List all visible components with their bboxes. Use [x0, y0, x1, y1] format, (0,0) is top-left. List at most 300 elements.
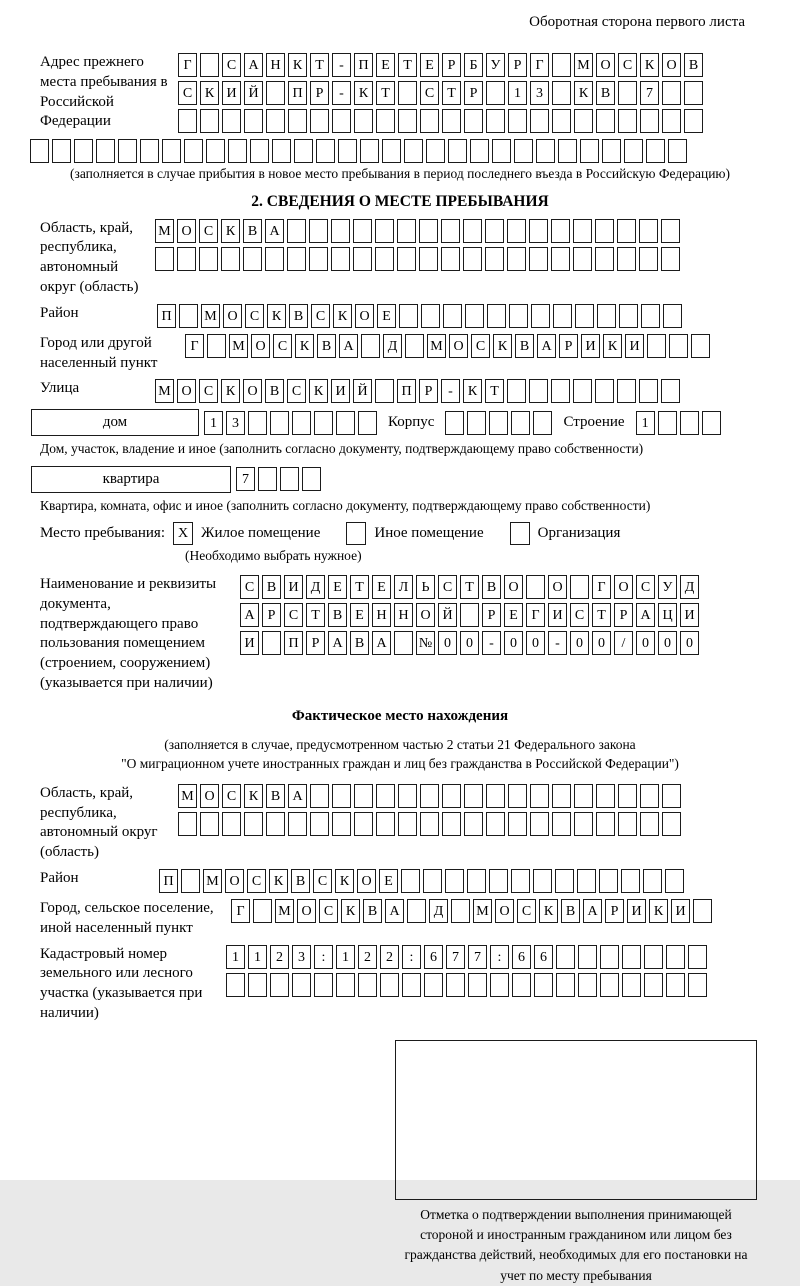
- char-cell: [574, 109, 593, 133]
- char-cell: [553, 304, 572, 328]
- fact-note-1: (заполняется в случае, предусмотренном частью 2 статьи 21 Федерального закона: [164, 736, 636, 752]
- char-cell: [639, 379, 658, 403]
- char-cell: [288, 109, 307, 133]
- char-cell: О: [177, 379, 196, 403]
- char-cell: 1: [226, 945, 245, 969]
- char-cell: [382, 139, 401, 163]
- char-cell: В: [265, 379, 284, 403]
- char-cell: [691, 334, 710, 358]
- char-cell: [669, 334, 688, 358]
- char-cell: [421, 304, 440, 328]
- char-cell: [617, 379, 636, 403]
- char-cell: [331, 247, 350, 271]
- char-cell: К: [269, 869, 288, 893]
- char-cell: 7: [640, 81, 659, 105]
- char-cell: Р: [508, 53, 527, 77]
- char-cell: [666, 945, 685, 969]
- rayon-label: Район: [40, 304, 79, 321]
- char-cell: [556, 945, 575, 969]
- dom-row: [31, 409, 800, 436]
- char-row: [30, 139, 800, 163]
- char-cell: О: [548, 575, 567, 599]
- stamp-area: [395, 1040, 757, 1286]
- char-cell: [442, 109, 461, 133]
- char-cell: [641, 304, 660, 328]
- char-cell: В: [561, 899, 580, 923]
- section-2-title: 2. СВЕДЕНИЯ О МЕСТЕ ПРЕБЫВАНИЯ: [251, 192, 549, 210]
- char-cell: :: [402, 945, 421, 969]
- kvartira-note: Квартира, комната, офис и иное (заполнить согласно документу, подтверждающему право собственности): [40, 497, 651, 513]
- char-cell: [639, 247, 658, 271]
- char-cell: [640, 812, 659, 836]
- char-cell: Й: [244, 81, 263, 105]
- char-cell: Р: [464, 81, 483, 105]
- char-cell: И: [222, 81, 241, 105]
- char-cell: А: [240, 603, 259, 627]
- char-cell: К: [354, 81, 373, 105]
- char-cell: [465, 304, 484, 328]
- char-cell: [376, 784, 395, 808]
- stroenie-label: Строение: [563, 414, 625, 431]
- char-cell: В: [291, 869, 310, 893]
- char-row: [445, 411, 552, 435]
- char-cell: Р: [559, 334, 578, 358]
- char-cell: [486, 81, 505, 105]
- char-cell: [618, 81, 637, 105]
- char-cell: [492, 139, 511, 163]
- char-cell: [468, 973, 487, 997]
- dom-note: Дом, участок, владение и иное (заполнить согласно документу, подтверждающему право собственности): [40, 441, 644, 457]
- char-cell: [556, 973, 575, 997]
- char-cell: И: [240, 631, 259, 655]
- char-cell: А: [537, 334, 556, 358]
- char-cell: [684, 81, 703, 105]
- char-cell: С: [618, 53, 637, 77]
- char-cell: Т: [398, 53, 417, 77]
- char-cell: [402, 973, 421, 997]
- char-cell: В: [289, 304, 308, 328]
- kvartira-row: [31, 466, 800, 493]
- char-cell: У: [486, 53, 505, 77]
- char-cell: И: [671, 899, 690, 923]
- char-cell: [376, 812, 395, 836]
- char-cell: [221, 247, 240, 271]
- char-cell: [353, 247, 372, 271]
- char-cell: А: [385, 899, 404, 923]
- char-cell: [74, 139, 93, 163]
- char-cell: [181, 869, 200, 893]
- char-cell: 7: [468, 945, 487, 969]
- char-cell: [200, 53, 219, 77]
- char-cell: 0: [460, 631, 479, 655]
- char-cell: 1: [248, 945, 267, 969]
- char-cell: [253, 899, 272, 923]
- char-cell: 1: [636, 411, 655, 435]
- char-cell: Р: [442, 53, 461, 77]
- char-cell: Д: [306, 575, 325, 599]
- char-cell: [647, 334, 666, 358]
- char-cell: Б: [464, 53, 483, 77]
- char-cell: [445, 411, 464, 435]
- field-rayon: [40, 304, 800, 328]
- char-cell: [292, 411, 311, 435]
- char-cell: И: [680, 603, 699, 627]
- char-cell: [509, 304, 528, 328]
- char-cell: В: [243, 219, 262, 243]
- char-cell: [309, 247, 328, 271]
- char-cell: [419, 219, 438, 243]
- char-cell: [358, 411, 377, 435]
- choose-note: (Необходимо выбрать нужное): [185, 548, 362, 564]
- char-cell: Й: [438, 603, 457, 627]
- char-cell: А: [636, 603, 655, 627]
- char-cell: 3: [292, 945, 311, 969]
- char-cell: Г: [231, 899, 250, 923]
- char-cell: С: [438, 575, 457, 599]
- char-cell: [511, 869, 530, 893]
- char-cell: С: [222, 784, 241, 808]
- char-cell: П: [157, 304, 176, 328]
- char-cell: [332, 109, 351, 133]
- char-cell: [442, 784, 461, 808]
- char-cell: Е: [377, 304, 396, 328]
- char-cell: У: [658, 575, 677, 599]
- char-cell: [530, 109, 549, 133]
- char-cell: [644, 973, 663, 997]
- char-cell: [184, 139, 203, 163]
- char-cell: [597, 304, 616, 328]
- char-cell: В: [350, 631, 369, 655]
- char-cell: Р: [419, 379, 438, 403]
- char-cell: [448, 139, 467, 163]
- char-row: [155, 247, 680, 271]
- char-cell: К: [244, 784, 263, 808]
- char-cell: [272, 139, 291, 163]
- char-cell: [531, 304, 550, 328]
- char-cell: К: [309, 379, 328, 403]
- korpus-label: Корпус: [388, 414, 435, 431]
- char-cell: М: [155, 379, 174, 403]
- char-cell: О: [357, 869, 376, 893]
- char-cell: [552, 53, 571, 77]
- char-cell: [661, 247, 680, 271]
- char-cell: [463, 247, 482, 271]
- char-cell: [621, 869, 640, 893]
- char-cell: [595, 379, 614, 403]
- char-cell: А: [372, 631, 391, 655]
- char-cell: М: [275, 899, 294, 923]
- char-cell: Е: [328, 575, 347, 599]
- char-cell: [558, 139, 577, 163]
- char-cell: С: [471, 334, 490, 358]
- char-cell: [529, 379, 548, 403]
- char-cell: [467, 411, 486, 435]
- char-cell: [222, 812, 241, 836]
- char-cell: [244, 109, 263, 133]
- char-row: [178, 812, 681, 836]
- char-cell: [624, 139, 643, 163]
- char-cell: [665, 869, 684, 893]
- char-cell: [643, 869, 662, 893]
- char-cell: Д: [429, 899, 448, 923]
- fact-note-2: "О миграционном учете иностранных граждан и лиц без гражданства в Российской Федерации"): [121, 756, 679, 772]
- char-cell: К: [333, 304, 352, 328]
- char-cell: Т: [485, 379, 504, 403]
- char-cell: [485, 219, 504, 243]
- char-cell: Е: [379, 869, 398, 893]
- char-cell: [661, 219, 680, 243]
- char-cell: [663, 304, 682, 328]
- char-cell: О: [225, 869, 244, 893]
- char-cell: С: [273, 334, 292, 358]
- char-cell: [464, 109, 483, 133]
- char-cell: [354, 784, 373, 808]
- char-cell: [441, 219, 460, 243]
- char-cell: М: [201, 304, 220, 328]
- char-cell: [310, 109, 329, 133]
- char-cell: В: [515, 334, 534, 358]
- char-cell: [578, 945, 597, 969]
- field-document: [40, 575, 800, 694]
- char-cell: [310, 784, 329, 808]
- char-cell: [618, 784, 637, 808]
- char-cell: [226, 973, 245, 997]
- char-cell: С: [311, 304, 330, 328]
- char-cell: Р: [262, 603, 281, 627]
- char-cell: С: [313, 869, 332, 893]
- char-cell: [287, 247, 306, 271]
- char-cell: 0: [570, 631, 589, 655]
- char-cell: [375, 247, 394, 271]
- char-cell: С: [245, 304, 264, 328]
- prev-address-note: (заполняется в случае прибытия в новое место пребывания в период последнего въезда в Российскую Федерацию): [69, 166, 731, 181]
- char-cell: А: [288, 784, 307, 808]
- char-cell: [52, 139, 71, 163]
- char-cell: [375, 379, 394, 403]
- char-cell: В: [363, 899, 382, 923]
- char-cell: 0: [504, 631, 523, 655]
- char-cell: [574, 784, 593, 808]
- char-cell: [140, 139, 159, 163]
- char-cell: Е: [372, 575, 391, 599]
- char-cell: С: [636, 575, 655, 599]
- char-cell: [646, 139, 665, 163]
- stay-option-checkbox-org: [510, 522, 530, 545]
- char-cell: [639, 219, 658, 243]
- char-cell: [617, 247, 636, 271]
- char-cell: :: [490, 945, 509, 969]
- char-cell: [618, 812, 637, 836]
- char-cell: 6: [512, 945, 531, 969]
- char-cell: О: [495, 899, 514, 923]
- char-cell: [118, 139, 137, 163]
- char-cell: [596, 812, 615, 836]
- char-cell: М: [574, 53, 593, 77]
- char-cell: [662, 812, 681, 836]
- char-cell: [288, 812, 307, 836]
- oblast-label: Область, край, республика, автономный округ (область): [40, 219, 139, 295]
- char-cell: [228, 139, 247, 163]
- char-cell: [294, 139, 313, 163]
- char-cell: [266, 812, 285, 836]
- char-cell: Г: [530, 53, 549, 77]
- char-cell: [529, 219, 548, 243]
- char-cell: Р: [605, 899, 624, 923]
- char-cell: П: [354, 53, 373, 77]
- char-cell: К: [267, 304, 286, 328]
- char-cell: [199, 247, 218, 271]
- char-cell: -: [548, 631, 567, 655]
- char-cell: [551, 247, 570, 271]
- char-cell: [574, 812, 593, 836]
- char-cell: [578, 973, 597, 997]
- char-cell: [399, 304, 418, 328]
- char-cell: М: [155, 219, 174, 243]
- char-row: [157, 304, 682, 328]
- char-cell: /: [614, 631, 633, 655]
- field-gorod: [40, 334, 800, 374]
- stamp-box: [395, 1040, 757, 1200]
- char-cell: [617, 219, 636, 243]
- char-cell: [684, 109, 703, 133]
- char-cell: [575, 304, 594, 328]
- char-cell: [486, 812, 505, 836]
- char-cell: [570, 575, 589, 599]
- field-oblast: [40, 219, 800, 298]
- char-cell: 3: [226, 411, 245, 435]
- char-cell: [580, 139, 599, 163]
- char-row: [185, 334, 710, 358]
- char-cell: 2: [358, 945, 377, 969]
- char-cell: [380, 973, 399, 997]
- char-cell: [200, 109, 219, 133]
- stay-type-row: [40, 522, 800, 545]
- char-cell: М: [427, 334, 446, 358]
- char-cell: К: [221, 219, 240, 243]
- char-cell: 2: [270, 945, 289, 969]
- char-cell: С: [240, 575, 259, 599]
- stay-option-label-inoe: Иное помещение: [374, 525, 484, 542]
- char-cell: С: [178, 81, 197, 105]
- char-cell: [292, 973, 311, 997]
- char-cell: Ь: [416, 575, 435, 599]
- char-cell: [530, 812, 549, 836]
- char-cell: [398, 109, 417, 133]
- char-cell: [270, 411, 289, 435]
- char-cell: 0: [658, 631, 677, 655]
- char-cell: [250, 139, 269, 163]
- char-cell: О: [596, 53, 615, 77]
- char-cell: [162, 139, 181, 163]
- char-cell: О: [177, 219, 196, 243]
- char-cell: И: [625, 334, 644, 358]
- char-cell: С: [247, 869, 266, 893]
- char-cell: [463, 219, 482, 243]
- char-cell: -: [441, 379, 460, 403]
- char-cell: М: [203, 869, 222, 893]
- char-cell: [602, 139, 621, 163]
- char-cell: №: [416, 631, 435, 655]
- char-cell: О: [223, 304, 242, 328]
- char-cell: [398, 812, 417, 836]
- char-cell: [420, 812, 439, 836]
- char-cell: В: [266, 784, 285, 808]
- char-cell: [552, 109, 571, 133]
- char-cell: О: [449, 334, 468, 358]
- char-cell: С: [199, 219, 218, 243]
- char-cell: С: [517, 899, 536, 923]
- char-cell: [360, 139, 379, 163]
- char-cell: [398, 81, 417, 105]
- char-cell: К: [493, 334, 512, 358]
- char-cell: -: [332, 81, 351, 105]
- char-cell: [361, 334, 380, 358]
- fact-gorod-label: Город, сельское поселение, иной населенный пункт: [40, 900, 214, 936]
- char-cell: С: [222, 53, 241, 77]
- char-cell: Р: [306, 631, 325, 655]
- char-cell: [512, 973, 531, 997]
- char-cell: [96, 139, 115, 163]
- char-cell: В: [262, 575, 281, 599]
- char-cell: Д: [680, 575, 699, 599]
- char-cell: Г: [526, 603, 545, 627]
- char-cell: [177, 247, 196, 271]
- char-cell: -: [482, 631, 501, 655]
- char-cell: П: [288, 81, 307, 105]
- char-cell: К: [295, 334, 314, 358]
- char-cell: [507, 247, 526, 271]
- char-cell: М: [473, 899, 492, 923]
- char-cell: [332, 812, 351, 836]
- char-cell: [467, 869, 486, 893]
- char-cell: [248, 973, 267, 997]
- char-cell: 2: [380, 945, 399, 969]
- char-row: [155, 379, 680, 403]
- char-cell: [375, 219, 394, 243]
- prev-address-rows: [178, 53, 703, 133]
- char-cell: [596, 109, 615, 133]
- char-cell: [338, 139, 357, 163]
- page-header: Оборотная сторона первого листа: [529, 14, 745, 30]
- char-cell: [353, 219, 372, 243]
- char-cell: 1: [204, 411, 223, 435]
- char-row: [178, 109, 703, 133]
- prev-address-label: Адрес прежнего места пребывания в Российской Федерации: [40, 54, 168, 130]
- char-cell: К: [574, 81, 593, 105]
- char-cell: В: [482, 575, 501, 599]
- char-cell: [644, 945, 663, 969]
- char-cell: О: [614, 575, 633, 599]
- char-cell: К: [649, 899, 668, 923]
- char-cell: [662, 784, 681, 808]
- char-cell: [179, 304, 198, 328]
- char-cell: [280, 467, 299, 491]
- char-cell: 6: [534, 945, 553, 969]
- char-cell: [573, 219, 592, 243]
- char-cell: [662, 109, 681, 133]
- char-cell: [358, 973, 377, 997]
- char-cell: [487, 304, 506, 328]
- char-row: [236, 467, 321, 491]
- char-cell: [314, 411, 333, 435]
- char-cell: [309, 219, 328, 243]
- char-cell: О: [416, 603, 435, 627]
- char-cell: [155, 247, 174, 271]
- char-cell: [668, 139, 687, 163]
- char-cell: К: [463, 379, 482, 403]
- char-cell: Г: [592, 575, 611, 599]
- char-cell: И: [627, 899, 646, 923]
